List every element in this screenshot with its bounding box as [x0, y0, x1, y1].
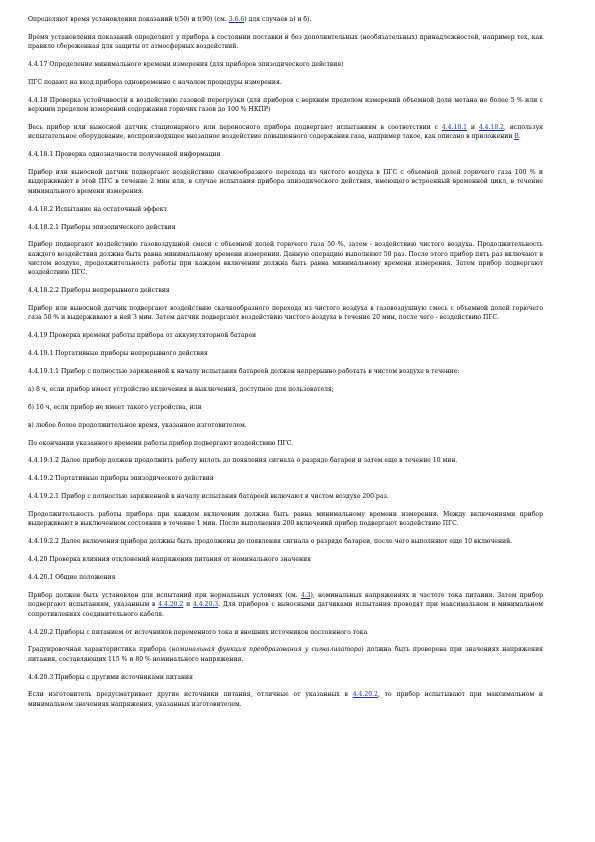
- section-heading: [28, 286, 543, 295]
- section-heading: [28, 205, 543, 214]
- text-run: ) должна быть проверена при значениях напряжения питания, составляющих 115 % и 80 % номинального напряжения.: [28, 646, 543, 663]
- section-heading: [28, 60, 543, 69]
- section-heading: [28, 331, 543, 340]
- paragraph: [28, 421, 543, 430]
- paragraph: [28, 78, 543, 87]
- italic-text: номинальная функция преобразования у сигнализатора: [171, 646, 362, 654]
- text-run: .: [518, 133, 521, 141]
- section-heading: [28, 150, 543, 159]
- text-run: Прибор или выносной датчик подвергают воздействию скачкообразного перехода из чистого воздуха в газовоздушную смесь с объемной долей горючего газа 50 % и выдерживают в ней 3 мин. Затем датчик подвергают воздействию чистого воздуха в течение 20 мин, после чего - воздействию ПГС.: [28, 305, 543, 322]
- text-run: Прибор должен быть установлен для испытаний при нормальных условиях (см.: [28, 592, 301, 600]
- paragraph: [28, 33, 543, 52]
- text-run: Градуировочная характеристика прибора (: [28, 646, 172, 654]
- text-run: в) любое более продолжительное время, указанное изготовителем.: [28, 421, 247, 429]
- text-run: Время установления показаний определяют у прибора в состоянии поставки и без дополнительных (необязательных) принадлежностей, например тех, как правило сбереженная для защиты от атмосферных воздействий.: [28, 33, 543, 51]
- text-run: 4.4.19.1.2 Далее прибор должен продолжить работу вплоть до появления сигнала о разряде батареи и затем еще в течение 10 мин.: [28, 457, 458, 465]
- text-run: 4.4.20.2 Приборы с питанием от источников переменного тока и внешних источников постоянного тока: [28, 628, 368, 636]
- text-run: 4.4.18.2.2 Приборы непрерывного действия: [28, 287, 170, 295]
- section-heading: [28, 673, 543, 682]
- paragraph: [28, 591, 543, 619]
- text-run: 4.4.19.2.2 Далее включения прибора должны быть продолжены до появления сигнала о разряде батареи, после чего выполняют еще 10 включений.: [28, 538, 513, 546]
- paragraph: [28, 96, 543, 115]
- text-run: Прибор подвергают воздействию газовоздушной смеси с объемной долей горючего газа 50 %, затем - воздействию чистого воздуха. Продолжительность каждого воздействия должна быть равна минимальному времени измерения. Данную операцию выполняют 50 раз. После этого прибор пять раз включают в чистом воздухе, продолжительность работы при каждом включении должна быть равна минимальному времени измерения. Затем прибор подвергают воздействию ПГС.: [28, 241, 543, 277]
- section-heading: [28, 555, 543, 564]
- cross-reference-link[interactable]: 4.4.18.1: [441, 124, 468, 132]
- text-run: Определяют время установления показаний t(50) и t(90) (см.: [28, 16, 229, 23]
- cross-reference-link[interactable]: 4.4.20.2: [352, 691, 378, 699]
- paragraph: [28, 168, 543, 196]
- text-run: 4.4.20.1 Общие положения: [28, 574, 116, 582]
- paragraph: [28, 304, 543, 323]
- paragraph: [28, 240, 543, 277]
- text-run: 4.4.19.1 Портативные приборы непрерывного действия: [28, 350, 208, 358]
- text-run: ) для случаев а) и б).: [244, 16, 312, 23]
- paragraph: [28, 690, 543, 709]
- paragraph: [28, 123, 543, 142]
- text-run: , то прибор испытывают при максимальном и минимальном значениях напряжения, указанных изготовителем.: [28, 691, 543, 708]
- paragraph: [28, 403, 543, 412]
- text-run: 4.4.19 Проверка времени работы прибора от аккумуляторной батареи: [28, 332, 257, 340]
- section-heading: [28, 573, 543, 582]
- text-run: 4.4.17 Определение минимального времени измерения (для приборов эпизодического действия): [28, 61, 344, 69]
- text-run: Продолжительность работы прибора при каждом включении должна быть равна минимальному времени измерения. Между включениями прибор выдерживают в выключенном состоянии в течение 1 мин. После выполнения 200 включений прибор подвергают воздействию ПГС.: [28, 511, 543, 528]
- text-run: и: [467, 124, 479, 132]
- section-heading: [28, 474, 543, 483]
- cross-reference-link[interactable]: 4.4.20.3: [192, 601, 219, 609]
- text-run: 4.4.19.2.1 Прибор с полностью заряженной к началу испытания батареей включают в чистом воздухе 200 раз.: [28, 493, 389, 501]
- text-run: , используя испытательное оборудование, воспроизводящее внезапное воздействие повышенного содержания газа, например такое, как описано в приложении: [28, 124, 543, 141]
- cross-reference-link[interactable]: 4.4.20.2: [158, 601, 184, 609]
- text-run: и: [183, 601, 193, 609]
- paragraph: [28, 385, 543, 394]
- cross-reference-link[interactable]: 4.3: [300, 592, 311, 600]
- cross-reference-link[interactable]: В: [514, 133, 519, 141]
- text-run: 4.4.18.2 Испытание на остаточный эффект: [28, 205, 167, 213]
- text-run: 4.4.20.3 Приборы с другими источниками питания: [28, 673, 193, 681]
- cross-reference-link[interactable]: 4.4.18.2: [478, 124, 505, 132]
- section-heading: [28, 223, 543, 232]
- text-run: По окончании указанного времени работы прибор подвергают воздействию ПГС.: [28, 439, 294, 447]
- text-run: . Для приборов с выносными датчиками испытания проводят при максимальном и минимальном сопротивлениях соединительного кабеля.: [28, 601, 544, 618]
- paragraph: [28, 510, 543, 529]
- text-run: 4.4.20 Проверка влияния отклонений напряжения питания от номинального значения: [28, 556, 311, 564]
- section-heading: [28, 628, 543, 637]
- paragraph: [28, 456, 543, 465]
- text-run: 4.4.18 Проверка устойчивости к воздействию газовой перегрузки (для приборов с верхним пределом измерений объемной доли метана не более 5 % или с верхним пределом измерений содержания горючих газов до 100 % НКПР): [28, 96, 543, 114]
- text-run: 4.4.18.1 Проверка однозначности полученной информации: [28, 151, 221, 159]
- paragraph: [28, 492, 543, 501]
- text-run: Прибор или выносной датчик подвергают воздействию скачкообразного перехода из чистого воздуха в ПГС с объемной долей горючего газа 100 % и выдерживают в этой ПГС в течение 2 мин или, в случае испытания прибора эпизодического действия, имеющего встроенный временной цикл, в течение минимального времени измерения.: [28, 169, 543, 195]
- text-run: 4.4.19.1.1 Прибор с полностью заряженной к началу испытания батареей должен непрерывно работать в чистом воздухе в течение:: [28, 368, 460, 376]
- section-heading: [28, 349, 543, 358]
- text-run: ПГС подают на вход прибора одновременно с началом процедуры измерения.: [28, 78, 282, 86]
- text-run: б) 10 ч, если прибор не имеет такого устройства, или: [28, 403, 202, 411]
- text-run: 4.4.19.2 Портативные приборы эпизодического действия: [28, 475, 214, 483]
- text-run: Весь прибор или выносной датчик стационарного или переносного прибора подвергают испытаниям в соответствии с: [28, 124, 442, 132]
- paragraph: [28, 439, 543, 448]
- paragraph: [28, 537, 543, 546]
- cross-reference-link[interactable]: 3.6.6: [228, 16, 245, 23]
- paragraph: [28, 645, 543, 664]
- text-run: ), номинальных напряжениях и частоте тока питания. Затем прибор подвергают испытаниям, указанным в: [28, 592, 543, 609]
- paragraph: [28, 367, 543, 376]
- text-run: 4.4.18.2.1 Приборы эпизодического действия: [28, 223, 176, 231]
- document-body: [28, 15, 543, 709]
- paragraph: [28, 15, 543, 24]
- text-run: Если изготовитель предусматривает другие источники питания, отличные от указанных в: [28, 691, 353, 699]
- text-run: а) 8 ч, если прибор имеет устройство включения и выключения, доступное для пользователя;: [28, 385, 334, 393]
